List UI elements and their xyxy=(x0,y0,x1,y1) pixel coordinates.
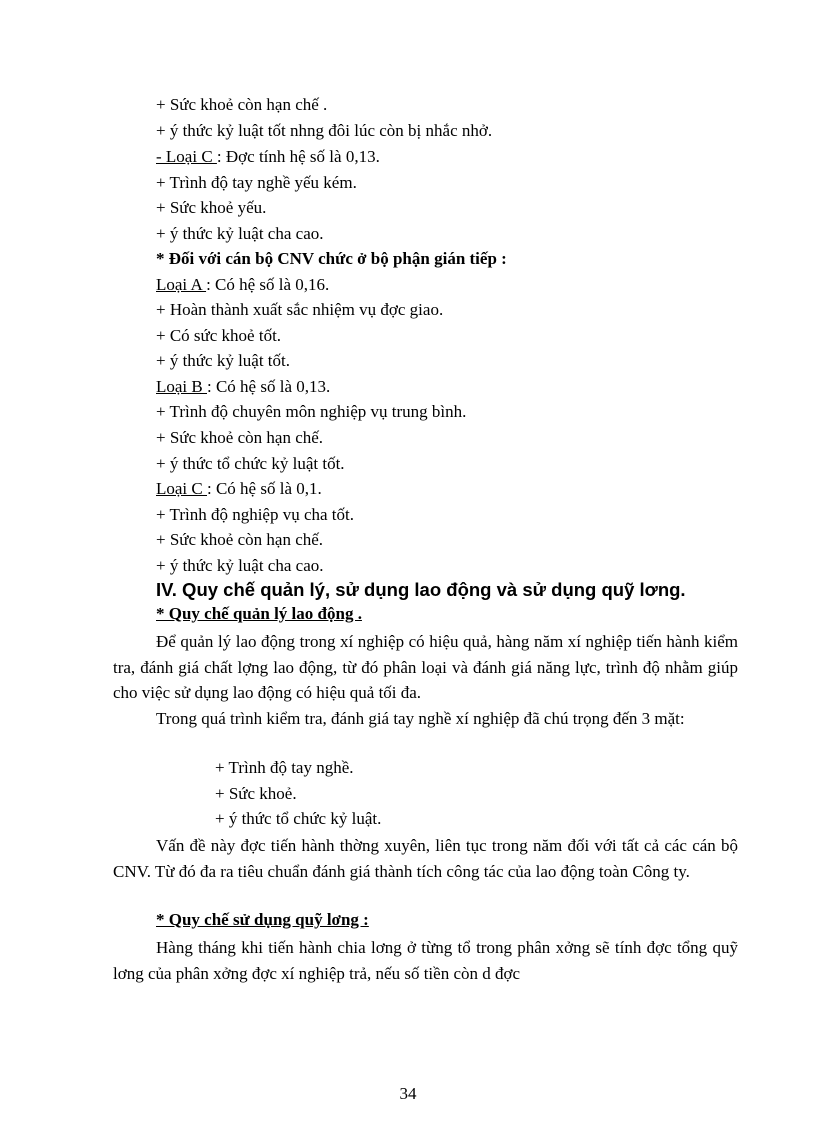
line-expertise-poor: + Trình độ nghiệp vụ cha tốt. xyxy=(156,505,355,524)
line-skill-weak: + Trình độ tay nghề yếu kém. xyxy=(156,173,357,192)
subsection-title-labor: * Quy chế quản lý lao động . xyxy=(156,604,362,623)
line-discipline-good: + ý thức kỷ luật tốt. xyxy=(156,351,291,370)
list-item-discipline: + ý thức tổ chức kỷ luật. xyxy=(215,809,382,828)
subsection-title-wage-fund: * Quy chế sử dụng quỹ lơng : xyxy=(156,910,369,929)
grade-a-label: Loại A xyxy=(156,275,207,294)
line-discipline-reminded: + ý thức kỷ luật tốt nhng đôi lúc còn bị nhắc nhở. xyxy=(156,121,493,140)
line-health-limited-2: + Sức khoẻ còn hạn chế. xyxy=(156,428,324,447)
page-number: 34 xyxy=(399,1084,417,1103)
grade-a-coefficient: : Có hệ số là 0,16. xyxy=(206,275,330,294)
line-expertise-average: + Trình độ chuyên môn nghiệp vụ trung bình. xyxy=(156,402,467,421)
grade-b-coefficient: : Có hệ số là 0,13. xyxy=(207,377,331,396)
paragraph-labor-management: Để quản lý lao động trong xí nghiệp có hiệu quả, hàng năm xí nghiệp tiến hành kiểm tra, đánh giá chất lợng lao động, từ đó phân loại và đánh giá năng lực, trình độ nhằm giúp cho việc sử dụng lao động có hiệu quả tối đa. xyxy=(113,632,738,702)
grade-c-coefficient: : Đợc tính hệ số là 0,13. xyxy=(216,147,380,166)
indirect-staff-heading: * Đối với cán bộ CNV chức ở bộ phận gián tiếp : xyxy=(156,249,507,268)
line-grade-a xyxy=(156,275,329,295)
list-item-skill: + Trình độ tay nghề. xyxy=(215,758,354,777)
line-grade-c-label xyxy=(156,147,380,167)
paragraph-wage-fund: Hàng tháng khi tiến hành chia lơng ở từng tổ trong phân xởng sẽ tính đợc tổng quỹ lơng của phân xởng đợc xí nghiệp trả, nếu số tiền còn d đợc xyxy=(113,938,738,983)
grade-c-label: - Loại C xyxy=(156,147,217,166)
line-discipline-low-2: + ý thức kỷ luật cha cao. xyxy=(156,556,324,575)
line-health-good: + Có sức khoẻ tốt. xyxy=(156,326,282,345)
line-grade-b xyxy=(156,377,330,397)
list-item-health: + Sức khoẻ. xyxy=(215,784,297,803)
line-grade-c xyxy=(156,479,322,499)
section-heading: IV. Quy chế quản lý, sử dụng lao động và sử dụng quỹ lơng. xyxy=(156,579,686,600)
line-org-discipline-good: + ý thức tổ chức kỷ luật tốt. xyxy=(156,454,345,473)
paragraph-skill-evaluation: Trong quá trình kiểm tra, đánh giá tay nghề xí nghiệp đã chú trọng đến 3 mặt: xyxy=(156,709,685,728)
line-health-limited: + Sức khoẻ còn hạn chế . xyxy=(156,95,328,114)
paragraph-ongoing-evaluation: Vấn đề này đợc tiến hành thờng xuyên, liên tục trong năm đối với tất cả các cán bộ CNV. Từ đó đa ra tiêu chuẩn đánh giá thành tích công tác của lao động toàn Công ty. xyxy=(113,836,738,881)
grade-c-coefficient-2: : Có hệ số là 0,1. xyxy=(207,479,322,498)
line-discipline-low: + ý thức kỷ luật cha cao. xyxy=(156,224,324,243)
line-health-weak: + Sức khoẻ yếu. xyxy=(156,198,267,217)
line-task-excellent: + Hoàn thành xuất sắc nhiệm vụ đợc giao. xyxy=(156,300,444,319)
grade-b-label: Loại B xyxy=(156,377,207,396)
line-health-limited-3: + Sức khoẻ còn hạn chế. xyxy=(156,530,324,549)
grade-c-label-2: Loại C xyxy=(156,479,207,498)
